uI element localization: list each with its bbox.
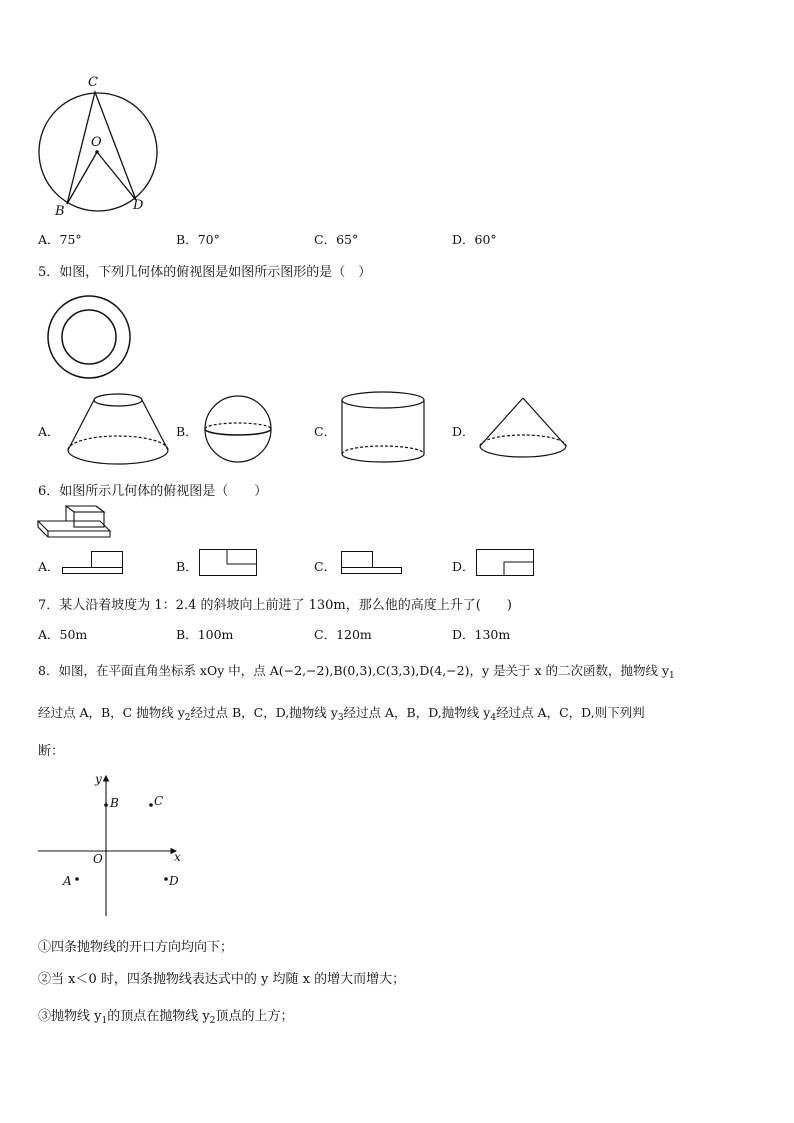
q5-option-c-letter[interactable]: C． — [314, 424, 337, 439]
q6-option-d-figure — [476, 549, 536, 577]
q4-label-b: B — [55, 204, 65, 219]
q7-option-b[interactable] — [176, 625, 233, 643]
option-text: 120m — [336, 627, 372, 642]
q4-option-a[interactable] — [38, 230, 82, 248]
q7-option-d[interactable] — [452, 625, 510, 643]
q8-stem-line2 — [38, 703, 645, 721]
q8-statement-2: ②当 x＜0 时，四条抛物线表达式中的 y 均随 x 的增大而增大； — [38, 972, 406, 987]
q7-option-c[interactable] — [314, 625, 372, 643]
subscript: 2 — [184, 713, 191, 723]
q8-text: 的顶点在抛物线 y — [107, 1009, 210, 1024]
subscript: 4 — [490, 713, 497, 723]
q7-stem: 7．某人沿着坡度为 1：2.4 的斜坡向上前进了 130m，那么他的高度上升了( ) — [38, 598, 512, 613]
inner-ring — [62, 310, 116, 364]
point-d-dot — [164, 877, 168, 881]
q4-label-c: C — [88, 75, 98, 90]
q6-stem: 6．如图所示几何体的俯视图是（ ） — [38, 484, 268, 499]
q5-ring-figure — [46, 295, 132, 381]
point-b-coords: (0,3) — [342, 663, 373, 678]
outer-ring — [48, 296, 130, 378]
radius-ob-od — [67, 152, 136, 204]
q5-stem: 5．如图，下列几何体的俯视图是如图所示图形的是（ ） — [38, 265, 372, 280]
point-a-coords: (−2,−2) — [278, 663, 330, 678]
graph-label-c: C — [154, 794, 164, 808]
q6-option-d-letter[interactable]: D． — [452, 559, 475, 574]
point-b-dot — [104, 803, 108, 807]
option-text: 75° — [59, 232, 82, 247]
q8-text: 经过点 A，C，D,则下列判 — [496, 705, 645, 720]
option-text: 65° — [336, 232, 359, 247]
q8-statement-1: ①四条抛物线的开口方向均向下； — [38, 940, 234, 955]
q8-coordinate-graph — [36, 772, 186, 920]
q8-text: 经过点 A，B，C 抛物线 y — [38, 705, 185, 720]
q4-option-d[interactable] — [452, 230, 497, 248]
point-d-coords: (4,−2) — [429, 663, 470, 678]
q5-option-d-letter[interactable]: D． — [452, 424, 475, 439]
q7-option-a[interactable] — [38, 625, 87, 643]
option-letter: D． — [452, 627, 475, 642]
option-letter: B． — [176, 232, 198, 247]
q5-cylinder-figure — [340, 390, 426, 468]
graph-label-b: B — [110, 796, 119, 810]
q6-solid-figure — [38, 501, 112, 541]
q8-text: 经过点 A，B，D,抛物线 y — [343, 705, 491, 720]
q5-option-b-letter[interactable]: B． — [176, 424, 198, 439]
subscript: 1 — [101, 1016, 108, 1026]
q5-option-a-letter[interactable]: A． — [38, 424, 60, 439]
q8-text: 顶点的上方； — [215, 1009, 294, 1024]
q6-option-a-figure — [62, 550, 124, 576]
option-text: 60° — [474, 232, 497, 247]
q8-text: ③抛物线 y — [38, 1009, 102, 1024]
q8-text: 经过点 B，C，D,抛物线 y — [190, 705, 338, 720]
point-c-coords: (3,3) — [385, 663, 416, 678]
q4-option-b[interactable] — [176, 230, 220, 248]
q8-text: ，y 是关于 x 的二次函数，抛物线 y — [469, 663, 670, 678]
subscript: 2 — [209, 1016, 216, 1026]
option-text: 50m — [59, 627, 88, 642]
option-letter: A． — [38, 232, 60, 247]
option-letter: A． — [38, 627, 60, 642]
q8-text: ,B — [329, 663, 343, 678]
q8-statement-3 — [38, 1005, 293, 1024]
point-c-dot — [149, 803, 153, 807]
graph-label-d: D — [169, 874, 179, 888]
center-point — [95, 150, 99, 154]
point-a-dot — [75, 877, 79, 881]
q4-option-c[interactable] — [314, 230, 358, 248]
subscript: 1 — [669, 671, 675, 681]
option-letter: C． — [314, 232, 337, 247]
q8-stem-line3: 断： — [38, 744, 65, 759]
q5-cone-figure — [476, 396, 570, 462]
subscript: 3 — [337, 713, 344, 723]
option-letter: C． — [314, 627, 337, 642]
option-letter: B． — [176, 627, 198, 642]
graph-label-a: A — [63, 874, 72, 888]
q6-option-b-figure — [199, 549, 259, 577]
q6-option-b-letter[interactable]: B． — [176, 559, 198, 574]
q5-sphere-figure — [200, 396, 276, 464]
graph-label-o: O — [93, 852, 103, 866]
graph-label-y: y — [95, 772, 102, 786]
option-letter: D． — [452, 232, 475, 247]
q8-text: 8．如图，在平面直角坐标系 xOy 中，点 A — [38, 663, 279, 678]
option-text: 70° — [197, 232, 220, 247]
graph-label-x: x — [174, 850, 181, 864]
q8-stem-line1 — [38, 661, 675, 679]
option-text: 100m — [197, 627, 234, 642]
q5-frustum-figure — [66, 390, 170, 468]
q6-option-c-letter[interactable]: C． — [314, 559, 337, 574]
q4-label-o: O — [91, 135, 102, 150]
q6-option-a-letter[interactable]: A． — [38, 559, 60, 574]
q8-text: ,D — [415, 663, 430, 678]
option-text: 130m — [474, 627, 511, 642]
q4-label-d: D — [133, 198, 144, 213]
q8-text: ,C — [372, 663, 386, 678]
q6-option-c-figure — [341, 550, 403, 576]
